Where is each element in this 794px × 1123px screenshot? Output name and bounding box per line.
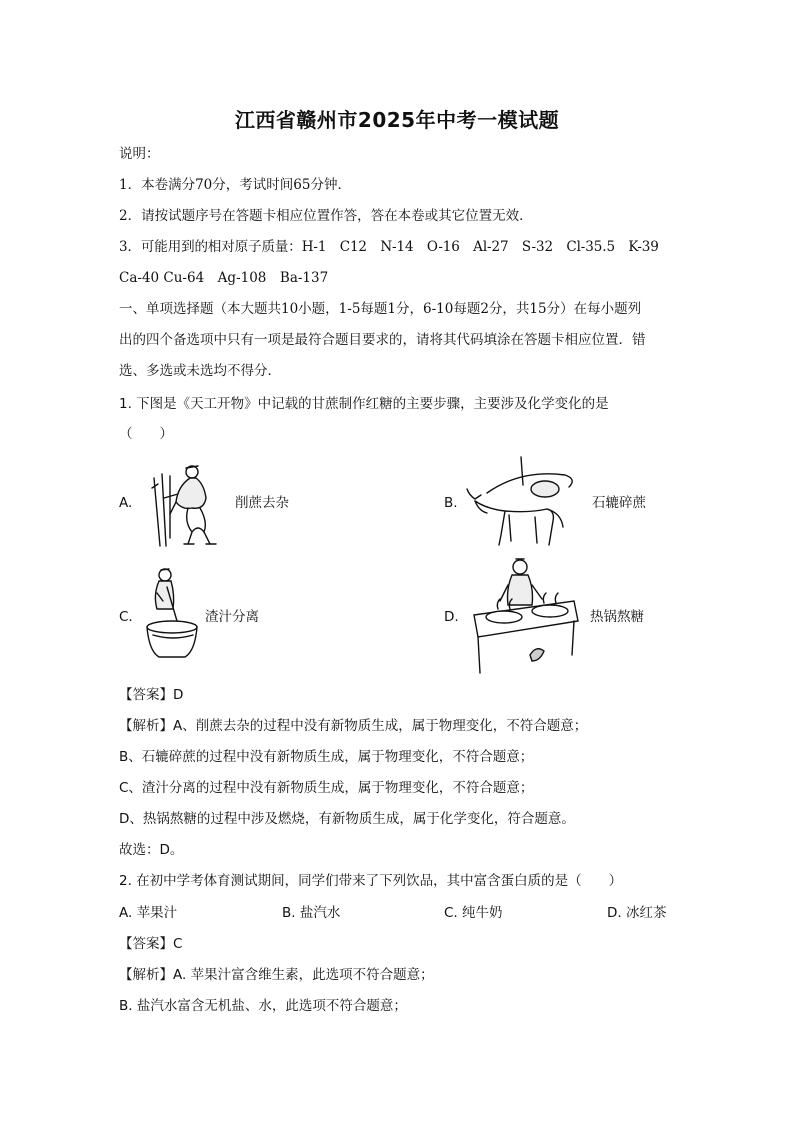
q1-analysis-line-2: B、石辘碎蔗的过程中没有新物质生成，属于物理变化，不符合题意； (119, 749, 534, 765)
instruction-item-2: 2．请按试题序号在答题卡相应位置作答，答在本卷或其它位置无效． (119, 208, 533, 224)
man-pressing-juice-vat-illustration (143, 565, 201, 661)
man-stripping-cane-illustration (148, 458, 228, 550)
q1-answer: 【答案】D (119, 687, 184, 703)
q1-conclusion: 故选：D。 (119, 842, 184, 858)
q2-analysis-line-1: 【解析】A. 苹果汁富含维生素，此选项不符合题意； (119, 967, 434, 983)
q2-option-b: B. 盐汽水 (282, 905, 341, 921)
q1-option-d-letter: D. (444, 609, 459, 625)
q1-option-c-text: 渣汁分离 (205, 609, 259, 625)
q1-analysis-line-4: D、热锅熬糖的过程中涉及燃烧，有新物质生成，属于化学变化，符合题意。 (119, 811, 575, 827)
q2-stem: 2. 在初中学考体育测试期间，同学们带来了下列饮品，其中富含蛋白质的是（ ） (119, 873, 623, 889)
q2-option-a: A. 苹果汁 (119, 905, 178, 921)
q2-option-c: C. 纯牛奶 (444, 905, 503, 921)
man-boiling-sugar-pans-illustration (470, 555, 582, 679)
q2-option-d: D. 冰红茶 (607, 905, 667, 921)
section1-line-3: 选、多选或未选均不得分． (119, 363, 281, 379)
q1-option-a-letter: A. (119, 495, 133, 511)
q2-analysis-line-2: B. 盐汽水富含无机盐、水，此选项不符合题意； (119, 998, 407, 1014)
q1-option-b-letter: B. (444, 495, 458, 511)
q1-option-a-text: 削蔗去杂 (235, 495, 289, 511)
q1-option-c-letter: C. (119, 609, 133, 625)
ox-turning-stone-roller-illustration (465, 455, 583, 553)
instruction-item-3: 3．可能用到的相对原子质量：H-1 C12 N-14 O-16 Al-27 S-32 Cl-35.5 K-39 (119, 239, 659, 255)
instruction-item-3-cont: Ca-40 Cu-64 Ag-108 Ba-137 (119, 270, 329, 286)
q1-stem: 1. 下图是《天工开物》中记载的甘蔗制作红糖的主要步骤，主要涉及化学变化的是 (119, 396, 609, 412)
q2-answer: 【答案】C (119, 936, 183, 952)
page-title: 江西省赣州市2025年中考一模试题 (234, 108, 560, 132)
q1-option-b-text: 石辘碎蔗 (592, 495, 646, 511)
instruction-item-1: 1．本卷满分70分，考试时间65分钟． (119, 177, 351, 193)
section1-line-1: 一、单项选择题（本大题共10小题，1-5每题1分，6-10每题2分，共15分）在每小题列 (119, 301, 642, 317)
q1-blank: （ ） (119, 426, 173, 442)
q1-option-d-text: 热锅熬糖 (590, 609, 644, 625)
section1-line-2: 出的四个备选项中只有一项是最符合题目要求的，请将其代码填涂在答题卡相应位置．错 (119, 332, 646, 348)
q1-analysis-line-3: C、渣汁分离的过程中没有新物质生成，属于物理变化，不符合题意； (119, 780, 534, 796)
q1-analysis-line-1: 【解析】A、削蔗去杂的过程中没有新物质生成，属于物理变化，不符合题意； (119, 718, 588, 734)
instructions-heading: 说明： (119, 146, 160, 162)
